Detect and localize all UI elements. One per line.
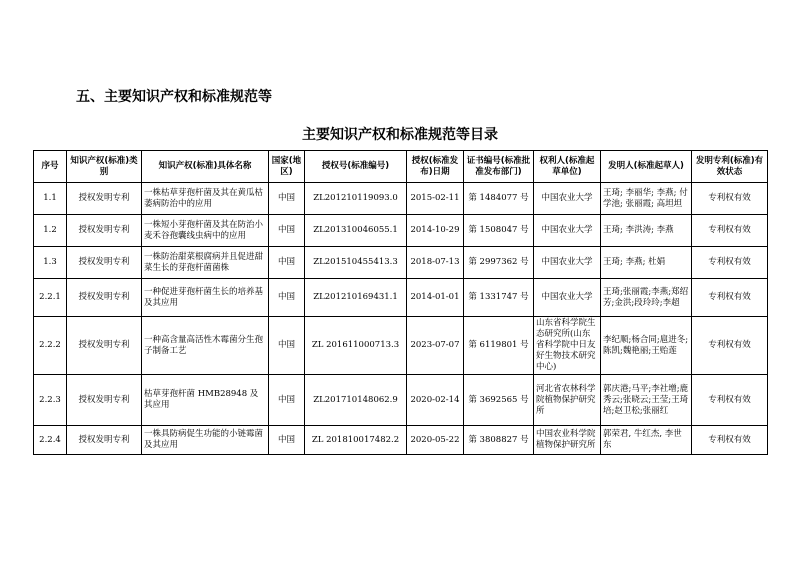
cell-date: 2023-07-07 — [407, 317, 464, 375]
cell-inventors: 王琦;张丽霞;李燕;郑绍芳;金洪;段玲玲;李超 — [601, 279, 692, 317]
header-date: 授权(标准发布)日期 — [407, 151, 464, 183]
cell-patent-no: ZL201210119093.0 — [305, 183, 407, 215]
header-category: 知识产权(标准)类别 — [67, 151, 142, 183]
cell-no: 1.2 — [34, 215, 67, 247]
table-title: 主要知识产权和标准规范等目录 — [302, 127, 498, 143]
cell-date: 2018-07-13 — [407, 247, 464, 279]
cell-name: 一种促进芽孢杆菌生长的培养基及其应用 — [142, 279, 269, 317]
cell-owner: 中国农业大学 — [534, 279, 601, 317]
cell-category: 授权发明专利 — [67, 247, 142, 279]
cell-status: 专利权有效 — [692, 247, 768, 279]
cell-owner: 河北省农林科学院植物保护研究所 — [534, 375, 601, 426]
cell-no: 2.2.3 — [34, 375, 67, 426]
cell-category: 授权发明专利 — [67, 317, 142, 375]
header-status: 发明专利(标准)有效状态 — [692, 151, 768, 183]
cell-country: 中国 — [269, 183, 305, 215]
cell-category: 授权发明专利 — [67, 426, 142, 455]
cell-owner: 中国农业大学 — [534, 215, 601, 247]
table-row — [34, 426, 768, 455]
cell-category: 授权发明专利 — [67, 375, 142, 426]
header-patent-no: 授权号(标准编号) — [305, 151, 407, 183]
table-row — [34, 215, 768, 247]
cell-inventors: 李纪顺;杨合同;扈进冬;陈凯;魏艳丽;王贻莲 — [601, 317, 692, 375]
cell-country: 中国 — [269, 317, 305, 375]
cell-name: 一株具防病促生功能的小链霉菌及其应用 — [142, 426, 269, 455]
cell-name: 一株枯草芽孢杆菌及其在黄瓜枯萎病防治中的应用 — [142, 183, 269, 215]
cell-cert: 第 3808827 号 — [464, 426, 534, 455]
cell-cert: 第 2997362 号 — [464, 247, 534, 279]
cell-country: 中国 — [269, 426, 305, 455]
cell-no: 2.2.1 — [34, 279, 67, 317]
section-title: 五、主要知识产权和标准规范等 — [76, 89, 272, 105]
cell-no: 1.1 — [34, 183, 67, 215]
cell-patent-no: ZL201210169431.1 — [305, 279, 407, 317]
cell-inventors: 王琦; 李丽华; 李燕; 付学池; 张丽霞; 高坦坦 — [601, 183, 692, 215]
cell-category: 授权发明专利 — [67, 279, 142, 317]
cell-owner: 山东省科学院生态研究所(山东省科学院中日友好生物技术研究中心) — [534, 317, 601, 375]
header-no: 序号 — [34, 151, 67, 183]
cell-status: 专利权有效 — [692, 375, 768, 426]
header-owner: 权利人(标准起草单位) — [534, 151, 601, 183]
cell-inventors: 郭荣君, 牛红杰, 李世东 — [601, 426, 692, 455]
cell-status: 专利权有效 — [692, 317, 768, 375]
table-row — [34, 375, 768, 426]
cell-date: 2020-02-14 — [407, 375, 464, 426]
cell-date: 2015-02-11 — [407, 183, 464, 215]
cell-no: 2.2.4 — [34, 426, 67, 455]
cell-category: 授权发明专利 — [67, 183, 142, 215]
cell-date: 2014-10-29 — [407, 215, 464, 247]
cell-patent-no: ZL201710148062.9 — [305, 375, 407, 426]
table-row — [34, 279, 768, 317]
cell-cert: 第 1508047 号 — [464, 215, 534, 247]
cell-name: 一株短小芽孢杆菌及其在防治小麦禾谷孢囊线虫病中的应用 — [142, 215, 269, 247]
cell-owner: 中国农业科学院植物保护研究所 — [534, 426, 601, 455]
cell-patent-no: ZL201310046055.1 — [305, 215, 407, 247]
cell-status: 专利权有效 — [692, 183, 768, 215]
cell-owner: 中国农业大学 — [534, 247, 601, 279]
cell-owner: 中国农业大学 — [534, 183, 601, 215]
header-cert: 证书编号(标准批准发布部门) — [464, 151, 534, 183]
ip-table — [33, 150, 768, 455]
cell-cert: 第 1484077 号 — [464, 183, 534, 215]
table-row — [34, 247, 768, 279]
cell-country: 中国 — [269, 375, 305, 426]
cell-country: 中国 — [269, 247, 305, 279]
cell-patent-no: ZL 201810017482.2 — [305, 426, 407, 455]
table-row — [34, 317, 768, 375]
cell-country: 中国 — [269, 215, 305, 247]
header-inventors: 发明人(标准起草人) — [601, 151, 692, 183]
cell-no: 1.3 — [34, 247, 67, 279]
cell-status: 专利权有效 — [692, 426, 768, 455]
cell-inventors: 郭庆港;马平;李社增;鹿秀云;张晓云;王莹;王琦培;赵卫松;张丽红 — [601, 375, 692, 426]
table-row — [34, 183, 768, 215]
cell-no: 2.2.2 — [34, 317, 67, 375]
cell-inventors: 王琦; 李燕; 杜娟 — [601, 247, 692, 279]
cell-status: 专利权有效 — [692, 215, 768, 247]
cell-name: 一种高含量高活性木霉菌分生孢子制备工艺 — [142, 317, 269, 375]
cell-patent-no: ZL201510455413.3 — [305, 247, 407, 279]
cell-status: 专利权有效 — [692, 279, 768, 317]
cell-date: 2020-05-22 — [407, 426, 464, 455]
cell-cert: 第 1331747 号 — [464, 279, 534, 317]
header-name: 知识产权(标准)具体名称 — [142, 151, 269, 183]
cell-name: 一株防治甜菜根腐病并且促进甜菜生长的芽孢杆菌菌株 — [142, 247, 269, 279]
cell-country: 中国 — [269, 279, 305, 317]
cell-inventors: 王琦; 李洪涛; 李燕 — [601, 215, 692, 247]
cell-cert: 第 6119801 号 — [464, 317, 534, 375]
cell-patent-no: ZL 201611000713.3 — [305, 317, 407, 375]
cell-name: 枯草芽孢杆菌 HMB28948 及其应用 — [142, 375, 269, 426]
table-header-row — [34, 151, 768, 183]
cell-category: 授权发明专利 — [67, 215, 142, 247]
header-country: 国家(地区) — [269, 151, 305, 183]
cell-date: 2014-01-01 — [407, 279, 464, 317]
cell-cert: 第 3692565 号 — [464, 375, 534, 426]
